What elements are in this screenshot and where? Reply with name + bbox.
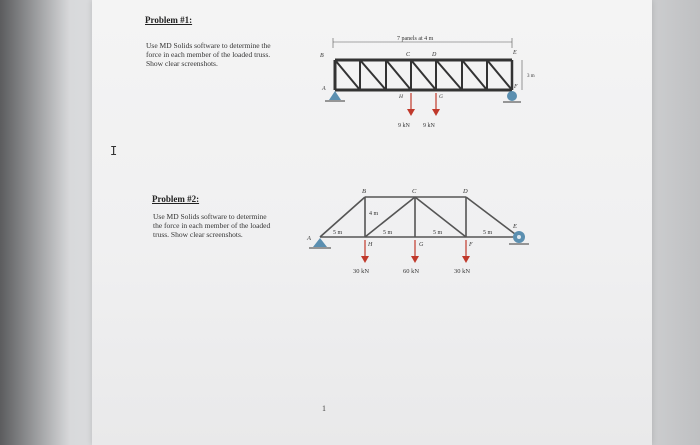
problem1-heading: Problem #1:	[145, 15, 193, 25]
truss2-node-label: F	[469, 242, 473, 248]
truss2-node-label: C	[412, 188, 417, 195]
problem1-line: Show clear screenshots.	[146, 59, 218, 68]
truss1-load-label: 9 kN	[398, 123, 410, 129]
truss1-node-label: F	[514, 84, 518, 90]
truss1-node-label: C	[406, 52, 411, 58]
problem1-line: force in each member of the loaded truss.	[146, 50, 271, 59]
truss2-node-label: G	[419, 242, 424, 248]
truss1-node-label: B	[320, 53, 324, 59]
problem2-line: the force in each member of the loaded	[153, 221, 271, 230]
truss2-node-label: E	[513, 223, 517, 230]
problem2-line: Use MD Solids software to determine	[153, 212, 267, 221]
truss1-node-label: G	[439, 94, 443, 100]
truss2-load-label: 30 kN	[454, 268, 471, 275]
page-number: 1	[322, 404, 326, 413]
truss1-height-label: 3 m	[527, 74, 535, 79]
truss2-node-label: D	[463, 188, 468, 195]
truss1-node-label: D	[432, 52, 437, 58]
truss2-load-label: 60 kN	[403, 268, 420, 275]
truss2-node-label: B	[362, 188, 366, 195]
truss2-node-label: A	[307, 235, 311, 242]
truss1-node-label: H	[399, 94, 403, 100]
truss2-dimension-label: 4 m	[369, 211, 379, 217]
truss1-node-label: E	[513, 50, 517, 56]
problem2-line: truss. Show clear screenshots.	[153, 230, 243, 239]
truss2-dimension-label: 5 m	[333, 230, 343, 236]
truss1-node-label: A	[322, 86, 326, 92]
problem1-line: Use MD Solids software to determine the	[146, 41, 271, 50]
truss2-dimension-label: 5 m	[433, 230, 443, 236]
truss1-dimension-label: 7 panels at 4 m	[397, 36, 434, 42]
text-cursor-icon: I	[110, 144, 118, 158]
truss2-dimension-label: 5 m	[483, 230, 493, 236]
truss1-load-label: 9 kN	[423, 123, 435, 129]
truss2-dimension-label: 5 m	[383, 230, 393, 236]
truss2-node-label: H	[368, 242, 373, 248]
problem2-heading: Problem #2:	[152, 194, 200, 204]
truss2-load-label: 30 kN	[353, 268, 370, 275]
